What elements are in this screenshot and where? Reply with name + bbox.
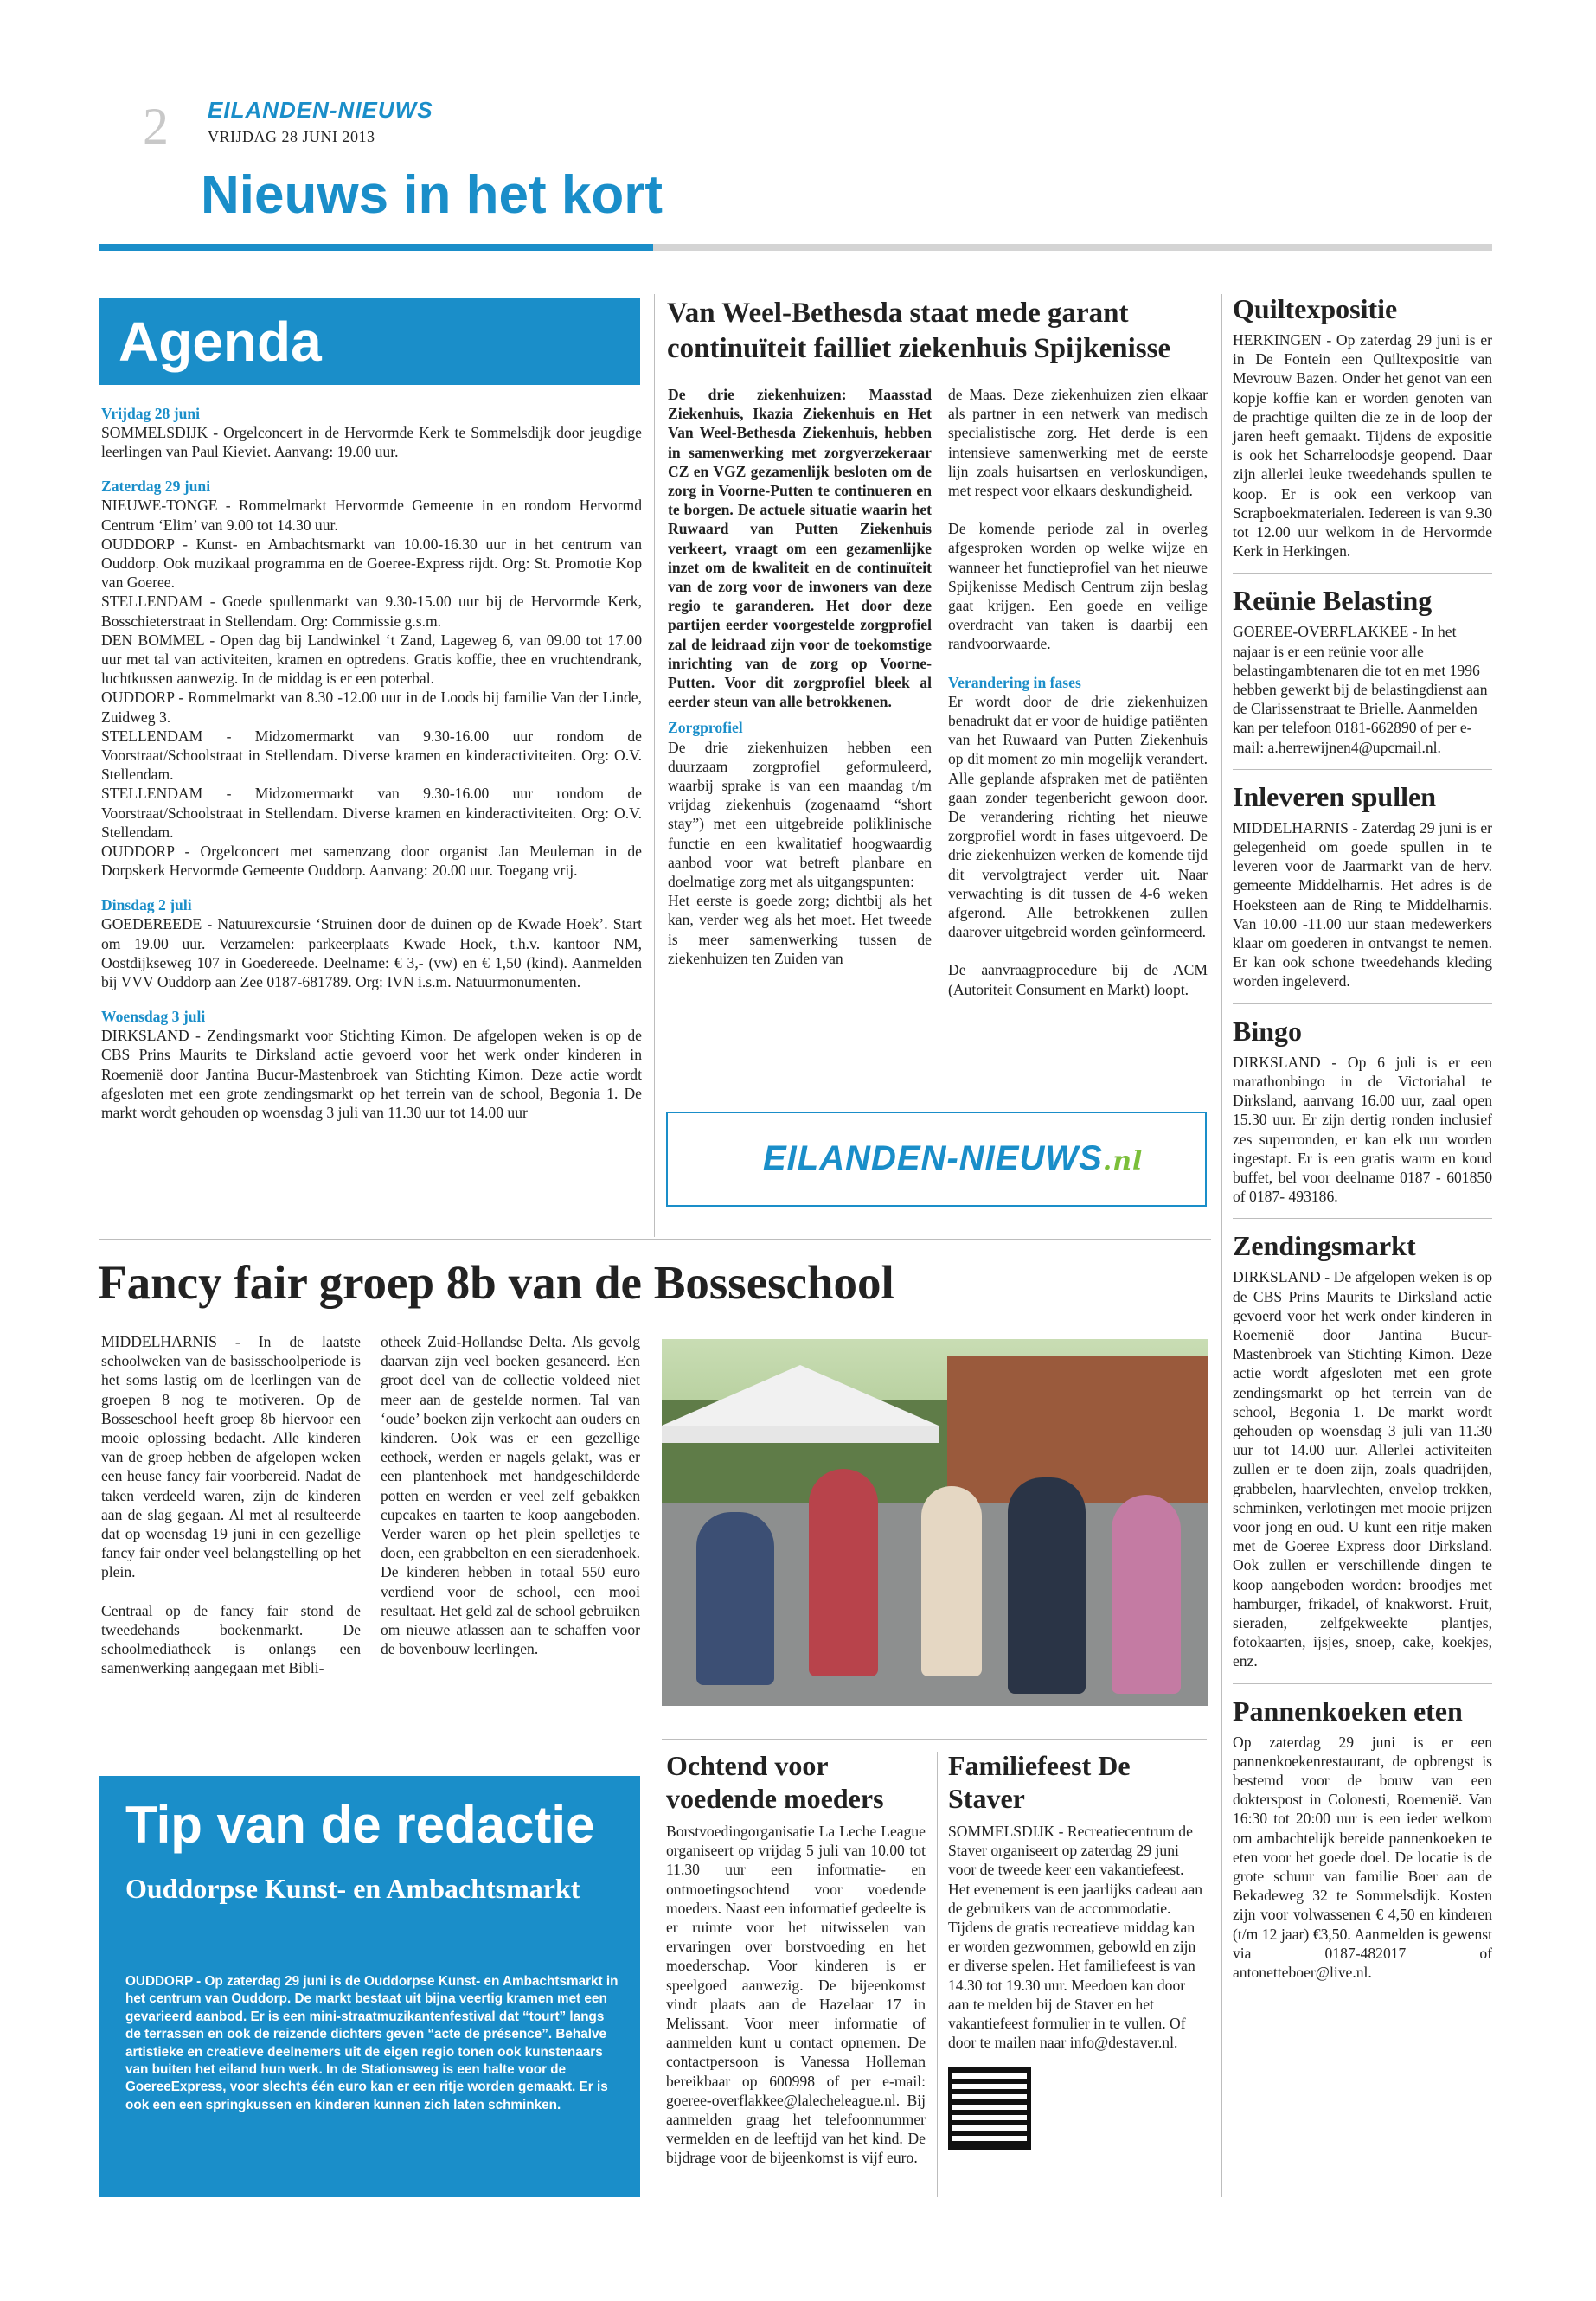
fancyfair-body: Centraal op de fancy fair stond de tweedehands boekenmarkt. De schoolmediatheek is onlangs een samenwerking aangegaan met Bibli-	[101, 1601, 361, 1677]
agenda-item: STELLENDAM - Midzomermarkt van 9.30-16.00 uur rondom de Voorstraat/Schoolstraat in Stellendam. Diverse kramen en kinderactiviteiten. Org: O.V. Stellendam.	[101, 785, 642, 841]
right-column	[1233, 292, 1492, 1982]
vanweel-body: De drie ziekenhuizen hebben een duurzaam zorgprofiel geformuleerd, waarbij sprake is van een maandag t/m vrijdag ziekenhuis (zogenaamd “short stay”) met een uitgebreide poliklinische functie en een kwalitatief hoogwaardig aanbod voor wat betreft planbare en doelmatige zorg met als uitgangspunten:	[668, 738, 932, 891]
agenda-item: OUDDORP - Rommelmarkt van 8.30 -12.00 uur in de Loods bij familie Van der Linde, Zuidweg 3.	[101, 689, 642, 726]
agenda-title: Agenda	[119, 311, 322, 373]
divider	[1233, 769, 1492, 770]
divider	[662, 1739, 1207, 1740]
agenda-list	[101, 404, 642, 1122]
vanweel-sub-zorgprofiel: Zorgprofiel	[668, 719, 743, 737]
divider	[1233, 1218, 1492, 1219]
photo-person	[921, 1486, 982, 1676]
website-promo[interactable]	[666, 1112, 1207, 1207]
qr-code-icon[interactable]	[948, 2067, 1031, 2150]
pannenkoeken-title: Pannenkoeken eten	[1233, 1695, 1463, 1727]
divider	[99, 1239, 1211, 1240]
familie-body: SOMMELSDIJK - Recreatiecentrum de Staver organiseert op zaterdag 29 juni voor de tweede keer een vakantiefeest. Het evenement is een jaarlijks cadeau aan de gebruikers van de accommodatie. Tijdens de gratis recreatieve middag kan er worden gezwommen, gebowld en zijn er diverse spelen. Het familiefeest is van 14.30 tot 19.30 uur. Meedoen kan door aan te melden bij de Staver en het vakantiefeest formulier in te vullen. Of door te mailen naar info@destaver.nl.	[948, 1823, 1203, 2052]
tip-box	[99, 1776, 640, 2197]
tip-subtitle: Ouddorpse Kunst- en Ambachtsmarkt	[125, 1873, 580, 1904]
vanweel-body: de Maas. Deze ziekenhuizen zien elkaar als partner in een netwerk van medisch specialistische zorg. Het derde is een intensieve samenwerking met de eerste lijn zoals huisartsen en verloskundigen, met respect voor elkaars deskundigheid.	[948, 386, 1208, 500]
ochtend-article	[666, 1749, 926, 2168]
photo-person	[1008, 1477, 1086, 1694]
vanweel-lead: De drie ziekenhuizen: Maasstad Ziekenhuis, Ikazia Ziekenhuis en Het Van Weel-Bethesda Ziekenhuis, hebben in samenwerking met zorgverzekeraar CZ en VGZ gezamenlijk besloten om de zorg in Voorne-Putten te continueren en te borgen. De actuele situatie waarin het Ruwaard van Putten Ziekenhuis verkeert, vraagt om een gezamenlijke inzet om de kwaliteit en de continuïteit van de zorg voor de inwoners van deze regio te garanderen. Het door deze partijen eerder voorgestelde zorgprofiel zal de leidraad zijn voor de toekomstige inrichting van de zorg op Voorne-Putten. Voor dit zorgprofiel bleek al eerder steun van alle betrokkenen.	[668, 386, 932, 711]
issue-date: VRIJDAG 28 JUNI 2013	[208, 128, 375, 145]
photo-tent-roof	[662, 1365, 939, 1426]
zending-body: DIRKSLAND - De afgelopen weken is op de CBS Prins Maurits te Dirksland actie gevoerd voor het werk onder kinderen in Roemenië door Jantina Bucur-Mastenbroek van Stichting Kimon. Deze actie wordt afgesloten met een grote zendingsmarkt op het terrein van de school, Begonia 1. De markt wordt gehouden op woensdag 3 juli van 11.30 uur tot 14.00 uur. Allerlei activiteiten zullen er te doen zijn, zoals quadrijden, grabbelen, haarvlechten, envelop trekken, schminken, verlotingen met mooie prijzen voor jong en oud. U kunt een ritje maken met de Goeree Express door Dirksland. Ook zullen er verschillende dingen te koop aangeboden worden: broodjes met hamburger, frikadel, of knakworst. Fruit, sieraden, zelfgekweekte plantjes, fotokaarten, ijsjes, snoep, cake, koekjes, enz.	[1233, 1268, 1492, 1670]
vanweel-col1	[668, 385, 932, 968]
column-divider	[1221, 294, 1222, 2197]
agenda-day-heading: Vrijdag 28 juni	[101, 405, 201, 422]
reunie-title: Reünie Belasting	[1233, 585, 1433, 617]
inleveren-title: Inleveren spullen	[1233, 780, 1436, 812]
column-divider	[654, 294, 655, 1237]
familie-article	[948, 1749, 1208, 2150]
fancyfair-headline: Fancy fair groep 8b van de Bosseschool	[98, 1256, 894, 1309]
agenda-item: STELLENDAM - Goede spullenmarkt van 9.30-15.00 uur bij de Hervormde Kerk, Bosschieterstraat in Stellendam. Org: Commissie g.s.m.	[101, 593, 642, 630]
vanweel-col2	[948, 385, 1208, 999]
pannenkoeken-body: Op zaterdag 29 juni is er een pannenkoekenrestaurant, de opbrengst is bestemd voor de bouw van een dokterspost in Colonesti, Roemenië. Van 16:30 tot 20:00 uur is een ieder welkom om ambachtelijk bereide pannenkoeken te eten voor het goede doel. De locatie is de grote schuur van familie Boer aan de Bekadeweg 32 te Sommelsdijk. Kosten zijn voor volwassenen € 4,50 en kinderen (t/m 12 jaar) €3,50. Aanmelden is gewenst via 0187-482017 of antonetteboer@live.nl.	[1233, 1733, 1492, 1982]
ochtend-title: Ochtend voor voedende moeders	[666, 1750, 884, 1814]
agenda-item: SOMMELSDIJK - Orgelconcert in de Hervormde Kerk te Sommelsdijk door jeugdige leerlingen van Paul Kieviet. Aanvang: 19.00 uur.	[101, 424, 642, 461]
agenda-header-box	[99, 298, 640, 385]
photo-building	[947, 1356, 1208, 1503]
bingo-title: Bingo	[1233, 1015, 1303, 1047]
section-title: Nieuws in het kort	[201, 165, 663, 225]
bingo-body: DIRKSLAND - Op 6 juli is er een marathonbingo in de Victoriahal te Dirksland, aanvang 16.00 uur, zaal open 15.30 uur. Er zijn dertig ronden inclusief zes superronden, er kan elk uur worden ingestapt. Er is een gratis warm en koud buffet, bel voor deelname 0187 - 601850 of 0187- 493186.	[1233, 1053, 1492, 1206]
agenda-day-heading: Zaterdag 29 juni	[101, 478, 211, 496]
vanweel-body: Het eerste is goede zorg; dichtbij als het kan, verder weg als het moet. Het tweede is meer samenwerking tussen de ziekenhuizen ten Zuiden van	[668, 892, 932, 967]
page-number: 2	[143, 98, 169, 155]
tip-body: OUDDORP - Op zaterdag 29 juni is de Ouddorpse Kunst- en Ambachtsmarkt in het centrum van Ouddorp. De markt bestaat uit bijna veertig kramen met een gevarieerd aanbod. Er is een mini-straatmuzikantenfestival dat “tourt” langs de terrassen en ook de reizende dichters geven “acte de présence”. Behalve artistieke en creatieve deelnemers uit de eigen regio tonen ook kunstenaars van buiten het eiland hun werk. In de Stationsweg is een halte voor de GoereeExpress, voor slechts één euro kan er een ritje worden gemaakt. Er is ook een een springkussen en kinderen kunnen zich laten schminken.	[125, 1974, 619, 2112]
agenda-item: DIRKSLAND - Zendingsmarkt voor Stichting Kimon. De afgelopen weken is op de CBS Prins Maurits te Dirksland actie gevoerd voor het werk onder kinderen in Roemenië door Jantina Bucur-Mastenbroek van Stichting Kimon. Deze actie wordt afgesloten met een grote zendingsmarkt op het terrein van de school, Begonia 1. De markt wordt gehouden op woensdag 3 juli van 11.30 uur tot 14.00 uur	[101, 1027, 642, 1122]
zending-title: Zendingsmarkt	[1233, 1230, 1416, 1262]
quilt-title: Quiltexpositie	[1233, 293, 1398, 324]
divider	[1233, 573, 1492, 574]
reunie-body: GOEREE-OVERFLAKKEE - In het najaar is er een reünie voor alle belastingambtenaren die tot en met 1996 hebben gewerkt bij de belastingdienst aan de Clarissenstraat te Brielle. Aanmelden kan per telefoon 0181-662890 of per e-mail: a.herrewijnen4@upcmail.nl.	[1233, 623, 1488, 756]
familie-title: Familiefeest De Staver	[948, 1750, 1131, 1814]
divider	[1233, 1003, 1492, 1004]
divider	[1233, 1683, 1492, 1684]
vanweel-body: De komende periode zal in overleg afgesproken worden op welke wijze en wanneer het functieprofiel van het nieuwe Spijkenisse Medisch Centrum zijn beslag gaat krijgen. Een goede en veilige overdracht van taken is daarbij een randvoorwaarde.	[948, 520, 1208, 653]
column-divider	[937, 1752, 938, 2197]
quilt-body: HERKINGEN - Op zaterdag 29 juni is er in De Fontein een Quiltexpositie van Mevrouw Bazen. Onder het genot van een kopje koffie kan er worden genoten van de prachtige quilten die ze in de loop der jaren heeft gemaakt. Tijdens de expositie is ook het Scharreloodsje geopend. Daar zijn allerlei leuke tweedehands spullen te koop. Er is ook een verkoop van Scrapboekmaterialen. Iedereen is van 9.30 tot 12.00 uur welkom in de Hervormde Kerk in Herkingen.	[1233, 331, 1492, 561]
agenda-day-heading: Dinsdag 2 juli	[101, 896, 192, 914]
agenda-item: OUDDORP - Kunst- en Ambachtsmarkt van 10.00-16.30 uur in het centrum van Ouddorp. Ook muzikaal programma en de Goeree-Express rijdt. Org: St. Promotie Kop van Goeree.	[101, 535, 642, 592]
tip-title: Tip van de redactie	[125, 1796, 595, 1854]
agenda-item: DEN BOMMEL - Open dag bij Landwinkel ‘t Zand, Lageweg 6, van 09.00 tot 17.00 uur met tal van activiteiten, kramen en optredens. Gratis koffie, thee en vruchtendrank, luchtkussen aanwezig. In de middag is er een poterbal.	[101, 631, 642, 688]
fancyfair-body: MIDDELHARNIS - In de laatste schoolweken van de basisschoolperiode is het soms lastig om de leerlingen van de groepen 8 nog te motiveren. Op de Bosseschool heeft groep 8b hiervoor een mooie oplossing bedacht. Alle kinderen van de groep hebben de afgelopen weken een heuse fancy fair voorbereid. Nadat de taken verdeeld waren, zijn de kinderen aan de slag gegaan. Al met al resulteerde dat op woensdag 19 juni in een gezellige fancy fair onder veel belangstelling op het plein.	[101, 1333, 361, 1581]
agenda-item: STELLENDAM - Midzomermarkt van 9.30-16.00 uur rondom de Voorstraat/Schoolstraat in Stellendam. Diverse kramen en kinderactiviteiten. Org: O.V. Stellendam.	[101, 727, 642, 784]
photo-person	[696, 1512, 774, 1685]
photo-tent-edge	[662, 1426, 939, 1443]
fancyfair-col1	[101, 1332, 361, 1677]
ochtend-body: Borstvoedingorganisatie La Leche League organiseert op vrijdag 5 juli van 10.00 tot 11.30 uur een informatie- en ontmoetingsochtend voor voedende moeders. Naast een informatief gedeelte is er ruimte voor het uitwisselen van ervaringen over borstvoeding en het moederschap. Voor kinderen is er speelgoed aanwezig. De bijeenkomst vindt plaats aan de Hazelaar 17 in Melissant. Voor meer informatie of aanmelden kunt u contact opnemen. De contactpersoon is Vanessa Holleman bereikbaar op 600998 of per e-mail: goeree-overflakkee@lalecheleague.nl. Bij aanmelden graag het telefoonnummer vermelden en de leeftijd van het kind. De bijdrage voor de bijeenkomst is vijf euro.	[666, 1823, 926, 2167]
vanweel-body: Er wordt door de drie ziekenhuizen benadrukt dat er voor de huidige patiënten van het Ruwaard van Putten Ziekenhuis op dit moment zo min mogelijk verandert. Alle geplande afspraken met de patiënten gaan zonder tegenbericht gewoon door. De verandering richting het nieuwe zorgprofiel wordt in fases uitgevoerd. De drie ziekenhuizen werken de komende tijd dit vervolgtraject verder uit. Naar verwachting is dit tussen de 4-6 weken afgerond. Alle betrokkenen zullen daarover uitgebreid worden geïnformeerd.	[948, 692, 1208, 941]
photo-person	[1112, 1495, 1181, 1694]
inleveren-body: MIDDELHARNIS - Zaterdag 29 juni is er gelegenheid om goede spullen in te leveren voor de Jaarmarkt van de herv. gemeente Middelharnis. Het adres is de Hoeksteen aan de Ring te Middelharnis. Van 10.00 -11.00 uur staan medewerkers klaar om goederen in ontvangst te nemen. Er kan ook schone tweedehands kleding worden ingeleverd.	[1233, 818, 1492, 990]
fancyfair-body: otheek Zuid-Hollandse Delta. Als gevolg daarvan zijn veel boeken gesaneerd. Een groot deel van de collectie voldeed niet meer aan de gestelde normen. Tal van ‘oude’ boeken zijn verkocht aan ouders en kinderen. Ook was er een gezellige eethoek, werden er nagels gelakt, was er een plantenhoek met handgeschilderde potten en werden er veel zelf gebakken cupcakes en taarten te koop aangeboden. Verder waren op het plein spelletjes te doen, een grabbelton en een sieradenhoek. De kinderen hebben in totaal 550 euro verdiend voor de school, een mooi resultaat. Het geld zal de school gebruiken om nieuwe atlassen aan te schaffen voor de bovenbouw leerlingen.	[381, 1333, 640, 1658]
vanweel-headline: Van Weel-Bethesda staat mede garant continuïteit failliet ziekenhuis Spijkenisse	[667, 298, 1171, 364]
vanweel-body: De aanvraagprocedure bij de ACM (Autoriteit Consument en Markt) loopt.	[948, 961, 1208, 998]
vanweel-sub-fases: Verandering in fases	[948, 673, 1081, 691]
fancyfair-col2	[381, 1332, 640, 1658]
promo-brand: EILANDEN-NIEUWS.nl	[763, 1139, 1144, 1177]
agenda-item: NIEUWE-TONGE - Rommelmarkt Hervormde Gemeente in en rondom Hervormd Centrum ‘Elim’ van 9.00 tot 14.30 uur.	[101, 497, 642, 534]
agenda-item: GOEDEREEDE - Natuurexcursie ‘Struinen door de duinen op de Kwade Hoek’. Start om 19.00 uur. Verzamelen: parkeerplaats Kwade Hoek, t.h.v. kantoor NM, Oostdijkseweg 107 in Goedereede. Deelname: € 3,- (vw) en € 1,50 (kind). Aanmelden bij VVV Ouddorp aan Zee 0187-681789. Org: IVN i.s.m. Natuurmonumenten.	[101, 915, 642, 991]
agenda-day-heading: Woensdag 3 juli	[101, 1008, 206, 1026]
title-gray-rule	[653, 244, 1492, 251]
fancyfair-photo	[662, 1339, 1208, 1706]
agenda-item: OUDDORP - Orgelconcert met samenzang door organist Jan Meuleman in de Dorpskerk Hervormde Gemeente Ouddorp. Aanvang: 20.00 uur. Toegang vrij.	[101, 843, 642, 880]
brand-logo: EILANDEN-NIEUWS	[208, 97, 433, 123]
photo-person	[809, 1469, 878, 1676]
title-accent-rule	[99, 244, 653, 251]
